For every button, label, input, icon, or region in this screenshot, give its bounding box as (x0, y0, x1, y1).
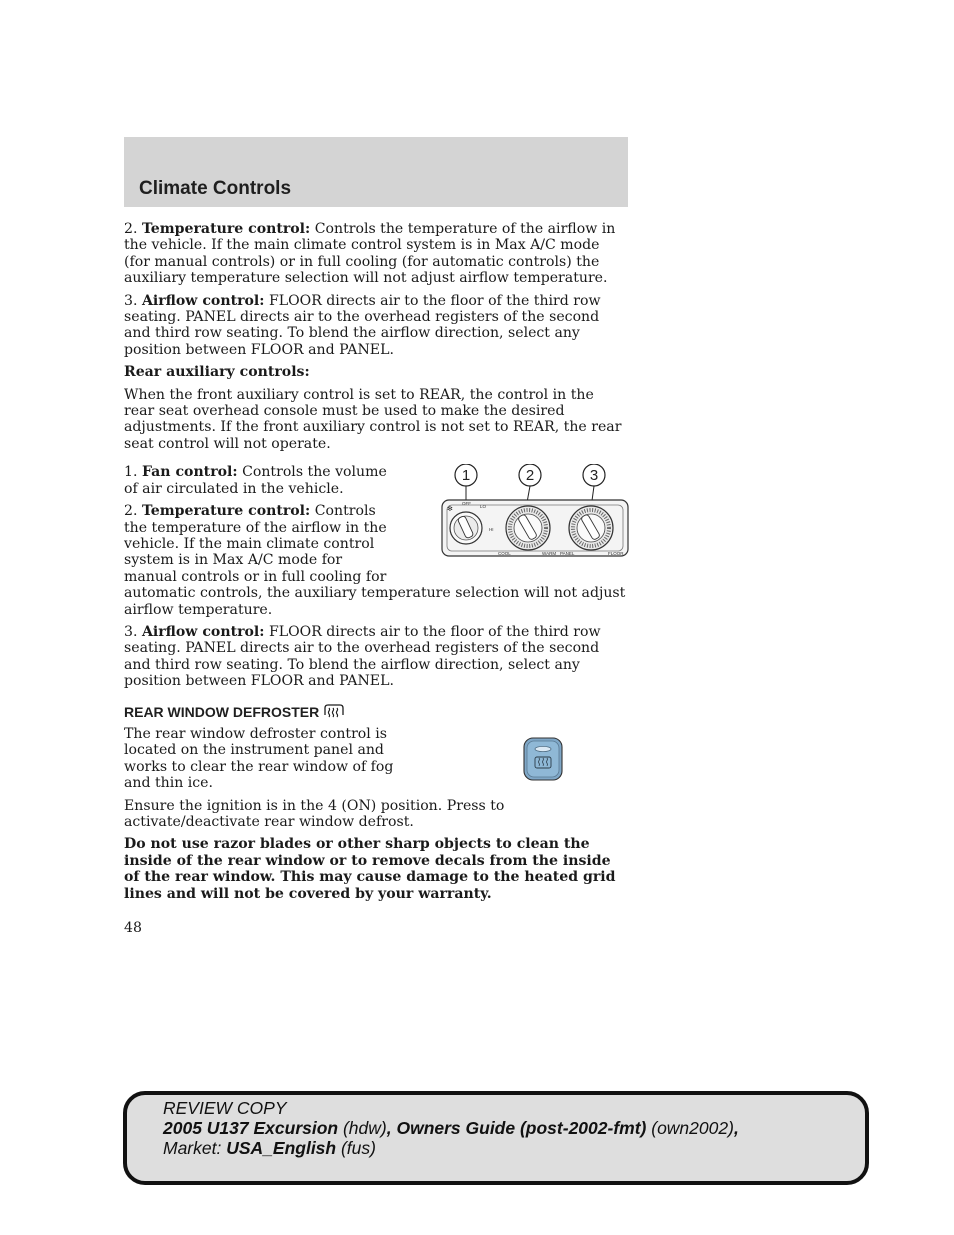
rear-control-panel-illustration (400, 464, 648, 578)
footer-market-line: Market: USA_English (fus) (163, 1138, 376, 1158)
svg-text:LO: LO (480, 504, 487, 510)
intro-airflow-paragraph: 3. Airflow control: FLOOR directs air to the floor of the third row seating. PANEL directs air to the overhead registers of the second and third row seating. To blend the airflow direction, select any position between FLOOR and PANEL. (124, 292, 601, 358)
footer-review-label: REVIEW COPY (163, 1098, 287, 1118)
svg-text:WARM: WARM (542, 551, 557, 557)
rear-aux-paragraph: When the front auxiliary control is set to REAR, the control in the rear seat overhead console must be used to make the desired adjustments. If the front auxiliary control is not set to REAR, the rear seat control will not operate. (124, 386, 622, 452)
rear-aux-heading: Rear auxiliary controls: (124, 364, 310, 381)
fan-knob (450, 512, 482, 544)
fan-control-paragraph: 1. Fan control: Controls the volume of air circulated in the vehicle. (124, 464, 387, 497)
callout-1 (455, 464, 477, 486)
svg-text:OFF: OFF (462, 501, 471, 507)
callout-3 (583, 464, 605, 486)
temperature-control-paragraph: 2. Temperature control: Controls the temperature of the airflow in the vehicle. If the main climate control system is in Max A/C mode for manual controls or in full cooling for automatic controls, the auxiliary temperature selection will not adjust airflow temperature. (124, 503, 626, 618)
defroster-button-illustration (400, 730, 648, 794)
airflow-control-paragraph: 3. Airflow control: FLOOR directs air to the floor of the third row seating. PANEL directs air to the overhead registers of the second and third row seating. To blend the airflow direction, select any position between FLOOR and PANEL. (124, 623, 601, 690)
fan-icon: ✻ (447, 505, 453, 514)
svg-text:1: 1 (461, 467, 471, 485)
review-copy-footer (123, 1091, 869, 1185)
section-header-band (124, 137, 628, 207)
svg-text:3: 3 (589, 467, 599, 485)
defroster-location-paragraph: The rear window defroster control is located on the instrument panel and works to clear the rear window of fog and thin ice. (124, 725, 394, 792)
page-content (124, 221, 628, 936)
svg-text:COOL: COOL (498, 551, 511, 557)
airflow-knob (569, 506, 613, 550)
defroster-button-figure (400, 730, 648, 794)
svg-text:HI: HI (489, 527, 494, 533)
page-number: 48 (124, 920, 142, 937)
defroster-warning: Do not use razor blades or other sharp objects to clean the inside of the rear window or to remove decals from the inside of the rear window. This may cause damage to the heated grid lines and will not be covered by your warranty. (124, 836, 616, 902)
rear-control-panel-figure (400, 464, 648, 578)
section-title: Climate Controls (139, 178, 292, 199)
temperature-knob (506, 506, 550, 550)
rear-defrost-icon (323, 704, 345, 720)
intro-temperature-paragraph: 2. Temperature control: Controls the temperature of the airflow in the vehicle. If the main climate control system is in Max A/C mode (for manual controls) or in full cooling (for automatic controls) the auxiliary temperature selection will not adjust airflow temperature. (124, 221, 616, 287)
defroster-ignition-paragraph: Ensure the ignition is in the 4 (ON) position. Press to activate/deactivate rear window defrost. (124, 797, 505, 830)
defroster-heading: REAR WINDOW DEFROSTER (124, 704, 628, 720)
svg-text:PANEL: PANEL (560, 551, 575, 557)
footer-document-line: 2005 U137 Excursion (hdw), Owners Guide (post-2002-fmt) (own2002), (163, 1118, 739, 1138)
callout-2 (519, 464, 541, 486)
svg-text:2: 2 (525, 467, 535, 485)
svg-text:FLOOR: FLOOR (608, 551, 624, 557)
